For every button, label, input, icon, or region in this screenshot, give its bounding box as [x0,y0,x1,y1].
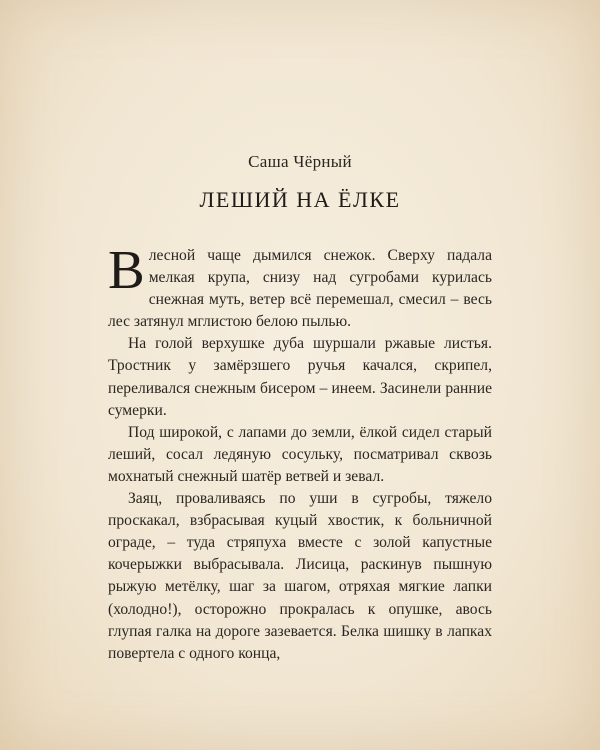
story-title: ЛЕШИЙ НА ЁЛКЕ [199,187,401,212]
paragraph-1 [108,239,492,333]
paragraph-1-text: лесной чаще дымился снежок. Сверху падала мелкая крупа, снизу над сугробами курилась снежная муть, ветер всё перемешал, смесил – весь лес затянул мглистою белою пылью. [108,247,492,331]
paragraph-2: На голой верхушке дуба шуршали ржавые листья. Тростник у замёрзшего ручья качался, скрипел, переливался снежным бисером – инеем. Засинели ранние сумерки. [108,335,492,419]
paragraph-3: Под широкой, с лапами до земли, ёлкой сидел старый леший, сосал ледяную сосульку, посматривал сквозь мохнатый снежный шатёр ветвей и зевал. [108,423,492,485]
author-name: Саша Чёрный [248,152,352,171]
story-text [108,239,492,665]
drop-cap: В [108,239,145,300]
paragraph-4: Заяц, проваливаясь по уши в сугробы, тяжело проскакал, взбрасывая куцый хвостик, к больничной ограде, – туда стряпуха вместе с золой капустные кочерыжки выбрасывала. Лисица, раскинув пышную рыжую метёлку, шаг за шагом, отряхая мягкие лапки (холодно!), осторожно прокралась к опушке, авось глупая галка на дороге зазевается. Белка шишку в лапках повертела с одного конца, [108,490,492,662]
